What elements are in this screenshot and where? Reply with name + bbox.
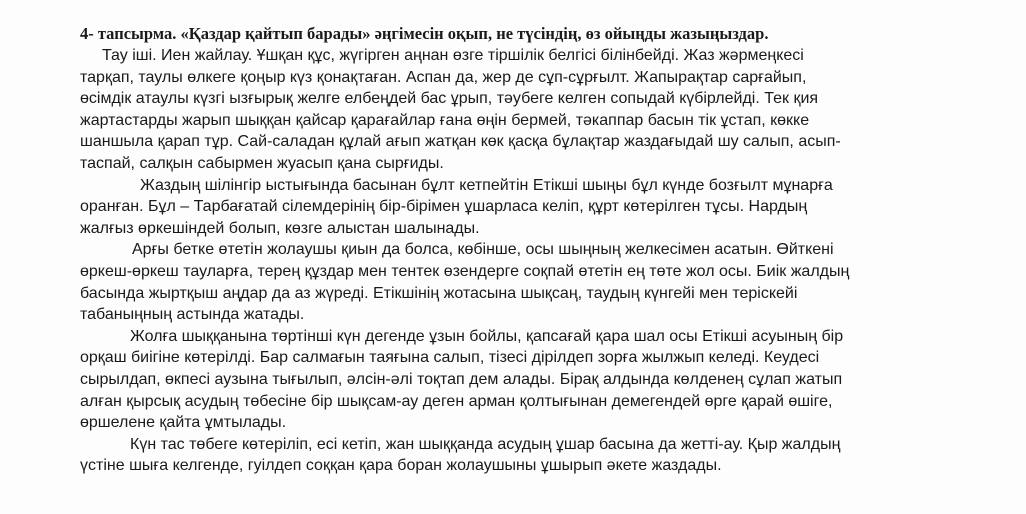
text-line: өршелене қайта ұмтылады. [80,414,287,432]
text-line: жартастарды жарып шыққан қайсар қарағайлар ғана өңін бермей, тәкаппар басын тік ұстап, көкке [80,111,810,129]
text-line: Жаздың шілінгір ыстығында басынан бұлт кетпейтін Етікші шыңы бұл күнде бозғылт мұнарға [140,176,833,194]
text-line: тарқап, таулы өлкеге қоңыр күз қонақтаған. Аспан да, жер де сұп-сұрғылт. Жапырақтар сарғайып, [80,68,807,86]
text-line: Жолға шыққанына төртінші күн дегенде ұзын бойлы, қапсағай қара шал осы Етікші асуының бір [130,327,844,345]
text-line: өркеш-өркеш тауларға, терең құздар мен тентек өзендерге соқпай өтетін ең төте жол осы. Биік жалдың [80,262,850,280]
paragraph-5 [80,434,960,477]
text-line: өсімдік атаулы күзгі ызғырық желге елбеңдей бас ұрып, тәубеге келген сопыдай күбірлейді. Тек қия [80,90,819,108]
text-line: басында жыртқыш аңдар да аз жүреді. Етікшінің жотасына шықсаң, таудың күнгейі мен теріскейі [80,284,798,302]
text-line: орқаш биігіне көтерілді. Бар салмағын таяғына салып, тізесі дірілдеп зорға жылжып келеді. Кеудесі [80,349,820,367]
document-body [80,24,960,477]
paragraph-2 [80,175,960,240]
task-title: 4- тапсырма. «Қаздар қайтып барады» әңгімесін оқып, не түсіндің, өз ойыңды жазыңыздар. [80,24,769,43]
text-line: таспай, салқын сабырмен жуасып қана сырғиды. [80,154,444,172]
text-line: Күн тас төбеге көтеріліп, есі кетіп, жан шыққанда асудың ұшар басына да жетті-ау. Қыр жалдың [130,435,841,453]
text-line: алған қырсық асудың төбесіне бір шықсам-ау деген арман қолтығынан демегендей өрге қарай өшіге, [80,392,833,410]
text-line: үстіне шыға келгенде, гуілдеп соққан қара боран жолаушыны ұшырып әкете жаздады. [80,457,722,475]
text-line: шаншыла қарап тұр. Сай-саладан құлай ағып жатқан көк қасқа бұлақтар жаздағыдай шу салып, асып- [80,133,841,151]
paragraph-4 [80,326,960,434]
paragraph-1 [80,45,960,175]
text-line: Арғы бетке өтетін жолаушы қиын да болса, көбінше, осы шыңның желкесімен асатын. Өйткені [132,241,834,259]
text-line: табаныңның астында жатады. [80,306,305,324]
paragraph-3 [80,239,960,325]
text-line: оранған. Бұл – Тарбағатай сілемдерінің бір-бірімен ұшарласа келіп, құрт көтерілген тұсы. Нардың [80,198,808,216]
text-line: Тау іші. Иен жайлау. Ұшқан құс, жүгірген аңнан өзге тіршілік белгісі білінбейді. Жаз жәрмеңкесі [102,47,804,64]
text-line: сырылдап, өкпесі аузына тығылып, әлсін-әлі тоқтап дем алады. Бірақ алдында көлденең сұлап жатып [80,370,843,388]
text-line: жалғыз өркешіндей болып, көзге алыстан шалынады. [80,219,480,237]
